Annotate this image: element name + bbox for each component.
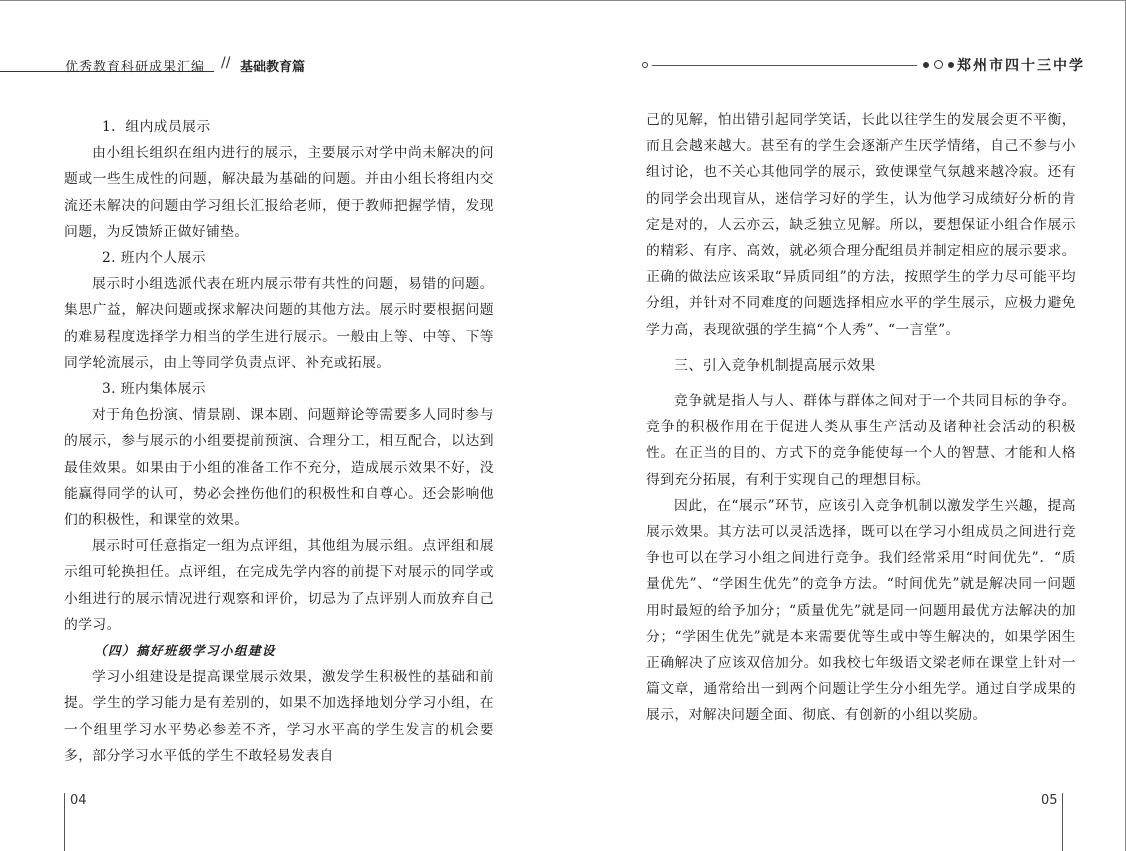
school-name: 郑州市四十三中学 xyxy=(957,58,1085,74)
section-heading: （四）搞好班级学习小组建设 xyxy=(94,643,277,659)
book-subtitle: 基础教育篇 xyxy=(240,60,306,75)
paragraph: 由小组长组织在组内进行的展示，主要展示对学中尚未解决的问题或一些生成性的问题，解决最为基础的问题。并由小组长将组内交流还未解决的问题由学习组长汇报给老师，便于教师把握学情，发现问题，为反馈矫正做好铺垫。 xyxy=(64,145,494,240)
paragraph: 竞争就是指人与人、群体与群体之间对于一个共同目标的争夺。竞争的积极作用在于促进人类从事生产活动及诸种社会活动的积极性。在正当的目的、方式下的竞争能使每一个人的智慧、才能和人格得到充分拓展，有利于实现自己的理想目标。 xyxy=(646,393,1076,488)
paragraph: 己的见解，怕出错引起同学笑话，长此以往学生的发展会更不平衡，而且会越来越大。甚至有的学生会逐渐产生厌学情绪，自己不参与小组讨论，也不关心其他同学的展示，致使课堂气氛越来越冷寂。还有的同学会出现盲从，迷信学习好的学生，认为他学习成绩好分析的肯定是对的，人云亦云，缺乏独立见解。所以，要想保证小组合作展示的精彩、有序、高效，就必须合理分配组员并制定相应的展示要求。正确的做法应该采取“异质同组”的方法，按照学生的学力尽可能平均分组，并针对不同难度的问题选择相应水平的学生展示，应极力避免学力高，表现欲强的学生搞“个人秀”、“一言堂”。 xyxy=(646,112,1076,338)
footer-rule-right xyxy=(1062,793,1063,851)
page-number-right: 05 xyxy=(1041,793,1058,808)
subheading: 1．组内成员展示 xyxy=(102,119,211,135)
ornament-dots-icon xyxy=(923,60,954,69)
right-page-body xyxy=(646,107,1076,729)
paragraph: 展示时小组选派代表在班内展示带有共性的问题，易错的问题。集思广益，解决问题或探求解决问题的其他方法。展示时要根据问题的难易程度选择学力相当的学生进行展示。一般由上等、中等、下等同学轮流展示，由上等同学负责点评、补充或拓展。 xyxy=(64,276,494,371)
right-running-header xyxy=(640,54,1126,78)
page-number-left: 04 xyxy=(70,793,87,808)
left-running-header xyxy=(0,54,520,78)
book-title: 优秀教育科研成果汇编 xyxy=(65,60,206,75)
paragraph: 对于角色扮演、情景剧、课本剧、问题辩论等需要多人同时参与的展示，参与展示的小组要提前预演、合理分工，相互配合，以达到最佳效果。如果由于小组的准备工作不充分，造成展示效果不好，没能赢得同学的认可，势必会挫伤他们的积极性和自尊心。还会影响他们的积极性，和课堂的效果。 xyxy=(64,407,494,529)
left-page-body xyxy=(64,114,494,769)
subheading: 3. 班内集体展示 xyxy=(102,381,206,398)
subheading: 2. 班内个人展示 xyxy=(102,250,206,267)
header-rule xyxy=(652,65,917,66)
ornament-dot-icon xyxy=(642,62,648,68)
footer-rule-left xyxy=(64,793,65,851)
section-heading: 三、引入竞争机制提高展示效果 xyxy=(674,357,876,374)
page-border-top xyxy=(0,0,1126,1)
paragraph: 展示时可任意指定一组为点评组，其他组为展示组。点评组和展示组可轮换担任。点评组，在完成先学内容的前提下对展示的同学或小组进行的展示情况进行观察和评价，切忌为了点评别人而放弃自己的学习。 xyxy=(64,538,494,633)
paragraph: 学习小组建设是提高课堂展示效果，激发学生积极性的基础和前提。学生的学习能力是有差别的，如果不加选择地划分学习小组，在一个组里学习水平势必参差不齐，学习水平高的学生发言的机会要多，部分学习水平低的学生不敢轻易发表自 xyxy=(64,669,494,764)
paragraph: 因此，在“展示”环节，应该引入竞争机制以激发学生兴趣，提高展示效果。其方法可以灵活选择，既可以在学习小组成员之间进行竞争也可以在学习小组之间进行竞争。我们经常采用“时间优先”．“质量优先”、“学困生优先”的竞争方法。“时间优先”就是解决同一问题用时最短的给予加分；“质量优先”就是同一问题用最优方法解决的加分；“学困生优先”就是本来需要优等生或中等生解决的，如果学困生正确解决了应该双倍加分。如我校七年级语文梁老师在课堂上针对一篇文章，通常给出一到两个问题让学生分小组先学。通过自学成果的展示，对解决问题全面、彻底、有创新的小组以奖励。 xyxy=(646,497,1076,724)
header-slash: // xyxy=(221,55,231,71)
